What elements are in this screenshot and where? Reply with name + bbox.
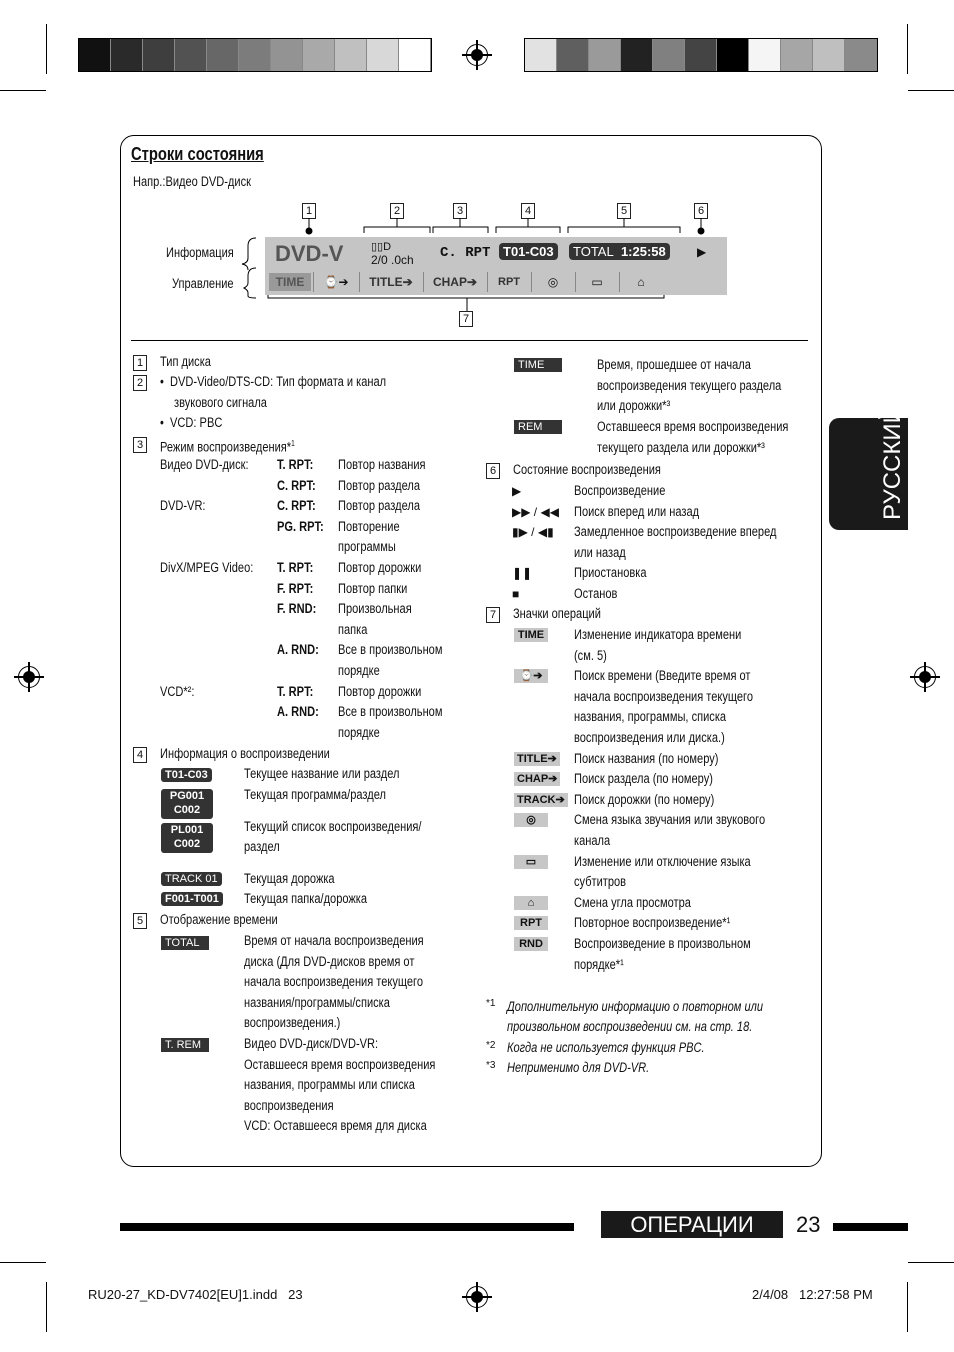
- operation-text: Повторное воспроизведение*¹: [574, 915, 731, 931]
- item-number: 6: [486, 463, 500, 479]
- operation-text: порядке*¹: [574, 956, 624, 972]
- crop-mark: [46, 1282, 47, 1332]
- total-time: TOTAL 1:25:58: [569, 243, 670, 260]
- print-date: 2/4/08 12:27:58 PM: [752, 1287, 873, 1302]
- divider-line: [131, 340, 808, 341]
- operation-icon: TITLE➔: [514, 752, 560, 766]
- footer-section-box: ОПЕРАЦИИ: [601, 1211, 783, 1238]
- description-line: воспроизведения.): [244, 1015, 341, 1031]
- operation-icon: RND: [514, 937, 548, 951]
- language-tab: [829, 406, 908, 530]
- audio-icon[interactable]: ◎: [547, 275, 559, 289]
- mode-code: A. RND:: [277, 642, 319, 658]
- operation-icon: ⌂: [514, 896, 548, 910]
- operation-icon: ◎: [514, 813, 548, 827]
- item-number: 7: [486, 607, 500, 623]
- registration-mark-icon: [466, 44, 488, 66]
- status-text: Поиск вперед или назад: [574, 503, 700, 519]
- control-bar: [269, 272, 661, 292]
- operation-icon: RPT: [514, 916, 548, 930]
- mode-disc: DivX/MPEG Video:: [160, 560, 254, 575]
- divider: [313, 272, 314, 292]
- badge-time: TIME: [514, 358, 562, 372]
- dolby-icon: ▯▯D: [371, 241, 392, 253]
- color-swatch: [653, 39, 685, 71]
- callout-1: 1: [302, 203, 316, 219]
- crop-mark: [907, 24, 908, 74]
- time-button[interactable]: TIME: [269, 273, 311, 291]
- mode-description: Повтор раздела: [338, 477, 420, 493]
- divider: [423, 272, 424, 292]
- example-label: Напр.:Видео DVD-диск: [133, 174, 251, 189]
- mode-code: T. RPT:: [277, 457, 314, 472]
- label-control: Управление: [172, 276, 234, 291]
- operation-text: Воспроизведение в произвольном: [574, 936, 751, 951]
- description-line: Оставшееся время воспроизведения: [244, 1056, 436, 1072]
- color-swatch: [111, 39, 143, 71]
- mode-description: порядке: [338, 663, 380, 678]
- footnote-marker: *2: [486, 1040, 496, 1051]
- mode-status: C. RPT: [440, 245, 491, 261]
- description-line: начала воспроизведения текущего: [244, 974, 424, 990]
- callout-2: 2: [390, 203, 404, 219]
- language-tab-label: РУССКИЙ: [879, 406, 906, 520]
- badge-pl-c: PL001 C002: [161, 823, 213, 853]
- color-swatch: [175, 39, 207, 71]
- mode-description: Повтор дорожки: [338, 683, 422, 699]
- disc-type: DVD-V: [275, 241, 344, 266]
- section-title: Строки состояния: [131, 144, 264, 164]
- mode-code: C. RPT:: [277, 477, 316, 493]
- color-swatch: [621, 39, 653, 71]
- page-number: 23: [796, 1212, 821, 1237]
- mode-disc: DVD-VR:: [160, 498, 206, 514]
- mode-description: Повтор папки: [338, 580, 408, 596]
- callout-4: 4: [521, 203, 535, 219]
- footer-rule: [120, 1223, 574, 1231]
- color-swatch: [239, 39, 271, 71]
- item-text: Состояние воспроизведения: [513, 462, 661, 477]
- footnote-marker: *3: [486, 1060, 496, 1071]
- color-swatch: [781, 39, 813, 71]
- mode-code: F. RND:: [277, 601, 317, 617]
- mode-description: Повторение: [338, 518, 400, 534]
- operation-text: Изменение или отключение языка: [574, 853, 751, 869]
- mode-description: Все в произвольном: [338, 642, 443, 658]
- description-line: воспроизведения: [244, 1097, 334, 1113]
- color-swatch: [335, 39, 367, 71]
- status-text: Останов: [574, 586, 618, 601]
- mode-disc: Видео DVD-диск:: [160, 457, 249, 472]
- mode-description: порядке: [338, 724, 380, 740]
- operation-text: субтитров: [574, 874, 627, 890]
- operation-text: (см. 5): [574, 647, 607, 663]
- item-text: Значки операций: [513, 606, 601, 621]
- mode-description: Повтор дорожки: [338, 560, 422, 575]
- divider: [575, 272, 576, 292]
- mode-description: Все в произвольном: [338, 704, 443, 720]
- crop-mark: [908, 90, 954, 91]
- status-icon: ▶▶ / ◀◀: [512, 504, 559, 519]
- color-swatch: [717, 39, 749, 71]
- color-swatch: [557, 39, 589, 71]
- divider: [359, 272, 360, 292]
- mode-disc: VCD*²:: [160, 683, 195, 699]
- description-line: Видео DVD-диск/DVD-VR:: [244, 1036, 379, 1051]
- color-swatch: [749, 39, 781, 71]
- item-number: 2: [133, 375, 147, 391]
- operation-icon: ⌚➔: [514, 669, 548, 683]
- color-swatch: [367, 39, 399, 71]
- operation-text: Поиск времени (Введите время от: [574, 668, 751, 684]
- status-icon: ▶: [512, 484, 522, 498]
- audio-format: 2/0 .0ch: [371, 253, 414, 267]
- operation-text: Поиск раздела (по номеру): [574, 771, 713, 787]
- rpt-button[interactable]: RPT: [498, 276, 520, 288]
- registration-mark-icon: [466, 1286, 488, 1308]
- mode-code: C. RPT:: [277, 498, 316, 514]
- mode-description: Повтор названия: [338, 457, 426, 472]
- operation-icon: TIME: [514, 628, 548, 642]
- crop-mark: [908, 1262, 954, 1263]
- status-text: Замедленное воспроизведение вперед: [574, 524, 777, 540]
- color-swatch: [685, 39, 717, 71]
- color-swatch: [589, 39, 621, 71]
- color-swatch: [525, 39, 557, 71]
- status-icon: ■: [512, 587, 520, 601]
- mode-code: A. RND:: [277, 704, 319, 720]
- operation-text: начала воспроизведения текущего: [574, 688, 754, 704]
- mode-code: PG. RPT:: [277, 518, 324, 534]
- mode-description: программы: [338, 539, 396, 555]
- operation-text: Поиск названия (по номеру): [574, 750, 719, 766]
- mode-code: T. RPT:: [277, 560, 314, 575]
- item-text: Текущая программа/раздел: [244, 787, 386, 802]
- footnote-text: произвольном воспроизведении см. на стр. 18.: [507, 1019, 753, 1034]
- badge-folder-track: F001-T001: [161, 892, 223, 906]
- color-swatch: [813, 39, 845, 71]
- item-text: Текущий список воспроизведения/: [244, 819, 422, 834]
- item-number: 5: [133, 913, 147, 929]
- operation-text: Смена угла просмотра: [574, 894, 691, 910]
- color-swatch: [303, 39, 335, 71]
- badge-total: TOTAL: [161, 936, 209, 950]
- operation-icon: CHAP➔: [514, 772, 560, 786]
- crop-mark: [0, 1262, 46, 1263]
- item-text: Тип диска: [160, 354, 211, 369]
- description-line: VCD: Оставшееся время для диска: [244, 1118, 427, 1134]
- status-text: или назад: [574, 544, 626, 560]
- divider: [531, 272, 532, 292]
- status-text: Приостановка: [574, 565, 647, 581]
- badge-pg-c: PG001 C002: [161, 789, 213, 819]
- item-text: • VCD: PBC: [160, 415, 223, 430]
- mode-description: папка: [338, 621, 368, 637]
- badge-rem: REM: [514, 420, 562, 434]
- description-line: названия, программы или списка: [244, 1077, 415, 1093]
- status-icon: ▮▶ / ◀▮: [512, 525, 554, 540]
- crop-mark: [0, 90, 46, 91]
- operation-text: канала: [574, 833, 611, 848]
- description-line: или дорожки*³: [597, 398, 671, 414]
- item-number: 3: [133, 437, 147, 453]
- mode-code: T. RPT:: [277, 683, 314, 699]
- operation-icon: TRACK➔: [514, 793, 568, 807]
- color-swatch: [207, 39, 239, 71]
- color-swatch: [399, 39, 431, 71]
- item-text: раздел: [244, 839, 280, 854]
- divider: [619, 272, 620, 292]
- description-line: названия/программы/списка: [244, 994, 390, 1010]
- registration-mark-icon: [18, 666, 40, 688]
- footer-rule: [833, 1223, 908, 1231]
- mode-description: Повтор раздела: [338, 498, 420, 514]
- play-icon: ▶: [697, 245, 707, 259]
- item-number: 1: [133, 355, 147, 371]
- footnote-text: Дополнительную информацию о повторном или: [507, 999, 764, 1014]
- description-line: Время, прошедшее от начала: [597, 357, 751, 372]
- operation-text: Смена языка звучания или звукового: [574, 812, 766, 828]
- item-text: Отображение времени: [160, 912, 278, 927]
- callout-6: 6: [694, 203, 708, 219]
- footnote-marker: *1: [486, 998, 496, 1009]
- operation-text: воспроизведения или диска.): [574, 730, 725, 745]
- item-number: 4: [133, 747, 147, 763]
- status-icon: ❚❚: [512, 566, 533, 581]
- badge-t-rem: T. REM: [161, 1038, 209, 1052]
- description-line: диска (Для DVD-дисков время от: [244, 953, 415, 969]
- mode-code: F. RPT:: [277, 580, 314, 596]
- operation-text: Поиск дорожки (по номеру): [574, 791, 715, 807]
- color-swatch: [845, 39, 877, 71]
- item-text: звукового сигнала: [174, 395, 267, 410]
- item-text: Текущее название или раздел: [244, 766, 400, 781]
- crop-mark: [46, 24, 47, 74]
- registration-mark-icon: [914, 666, 936, 688]
- description-line: воспроизведения текущего раздела: [597, 377, 782, 393]
- chapter-status: T01-C03: [499, 243, 558, 260]
- operation-text: названия, программы, списка: [574, 709, 727, 725]
- callout-5: 5: [617, 203, 631, 219]
- crop-mark: [907, 1282, 908, 1332]
- callout-3: 3: [453, 203, 467, 219]
- time-search-button[interactable]: ⌚➔: [323, 275, 349, 289]
- file-info: RU20-27_KD-DV7402[EU]1.indd 23: [88, 1287, 303, 1302]
- operation-icon: ▭: [514, 855, 548, 869]
- color-swatch: [271, 39, 303, 71]
- color-bar-left: [78, 38, 432, 72]
- color-swatch: [79, 39, 111, 71]
- color-bar-right: [524, 38, 878, 72]
- item-text: Режим воспроизведения*$^1$: [160, 439, 295, 455]
- footnote-text: Когда не используется функция PBC.: [507, 1040, 705, 1055]
- footnote-text: Неприменимо для DVD-VR.: [507, 1060, 650, 1075]
- callout-7: 7: [459, 311, 473, 327]
- operation-text: Изменение индикатора времени: [574, 627, 742, 642]
- item-text: • DVD-Video/DTS-CD: Тип формата и канал: [160, 374, 387, 389]
- item-text: Текущая дорожка: [244, 871, 335, 886]
- badge-track: TRACK 01: [161, 872, 222, 886]
- status-display: [265, 237, 727, 295]
- angle-icon[interactable]: ⌂: [637, 275, 645, 289]
- mode-description: Произвольная: [338, 601, 412, 617]
- color-swatch: [143, 39, 175, 71]
- title-button[interactable]: TITLE➔: [369, 275, 413, 289]
- item-text: Текущая папка/дорожка: [244, 891, 368, 906]
- divider: [487, 272, 488, 292]
- label-info: Информация: [166, 245, 234, 260]
- description-line: Время от начала воспроизведения: [244, 933, 424, 948]
- status-text: Воспроизведение: [574, 483, 666, 498]
- subtitle-icon[interactable]: ▭: [591, 275, 603, 289]
- description-line: текущего раздела или дорожки*³: [597, 439, 765, 455]
- badge-t01-c03: T01-C03: [161, 768, 212, 782]
- description-line: Оставшееся время воспроизведения: [597, 419, 789, 434]
- chap-button[interactable]: CHAP➔: [432, 275, 478, 289]
- item-text: Информация о воспроизведении: [160, 746, 330, 761]
